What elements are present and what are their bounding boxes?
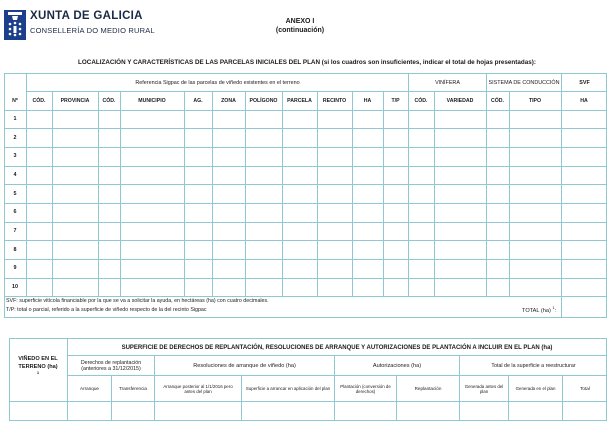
group-header-derechos: Derechos de replantación (anteriores a 31/12/2015) — [80, 359, 142, 372]
total-label-text: TOTAL (ha) — [522, 307, 551, 314]
column-header-municipio: MUNICIPIO — [138, 97, 166, 104]
column-header-cod-tipo: CÓD. — [491, 97, 504, 104]
column-header-tp: T/P — [391, 97, 400, 104]
column-header-generada-en: Generada en el plan — [515, 386, 556, 391]
footnote-tp: T/P: total o parcial, referido a la superficie de viñedo respecto de la del recinto Sigpac — [6, 307, 207, 313]
column-header-provincia: PROVINCIA — [60, 97, 90, 104]
row-number: 2 — [13, 135, 17, 141]
galicia-coat-of-arms-icon — [4, 10, 26, 40]
group-header-sigpac: Referencia Sigpac de las parcelas de viñedo existentes en el terreno — [135, 79, 300, 86]
group-header-resoluciones: Resoluciones de arranque de viñedo (ha) — [193, 362, 296, 369]
row-number: 4 — [13, 172, 17, 178]
column-header-cod-variedad: CÓD. — [414, 97, 428, 104]
footnote-svf: SVF: superficie vitícola financiable por la que se va a solicitar la ayuda, en hectáreas (ha) con cuatro decimales. — [6, 298, 269, 304]
column-header-plantacion: Plantación (conversión de derechos) — [340, 383, 391, 394]
column-header-arranque: Arranque — [80, 385, 99, 391]
column-header-variedad: VARIEDAD — [446, 97, 474, 104]
group-header-svf: SVF — [579, 79, 590, 86]
column-header-cod-provincia: CÓD. — [32, 97, 46, 104]
vinedo-footnote-mark: 1 — [36, 370, 40, 375]
row-number: 5 — [13, 191, 17, 197]
row-number: 10 — [12, 284, 18, 290]
column-header-transferencia: Transferencia — [119, 385, 147, 391]
vinedo-terreno-text: VIÑEDO EN EL TERRENO (ha) — [18, 356, 58, 370]
vinedo-terreno-label — [10, 350, 66, 380]
row-number: 9 — [13, 265, 17, 271]
column-header-ag: AG. — [193, 97, 203, 104]
annex-title-main: ANEXO I — [285, 18, 315, 25]
group-header-autorizaciones: Autorizaciones (ha) — [372, 362, 422, 369]
department-name: CONSELLERÍA DO MEDIO RURAL — [30, 26, 155, 35]
column-header-arranque-posterior: Arranque posterior al 1/1/2016 pero antes del plan — [163, 383, 233, 394]
column-header-replantacion: Replantación — [414, 385, 442, 391]
section1-heading: LOCALIZACIÓN Y CARACTERÍSTICAS DE LAS PARCELAS INICIALES DEL PLAN (si los cuadros son insuficientes, indicar el total de hojas presentadas): — [78, 59, 536, 66]
row-number: 6 — [13, 209, 17, 215]
column-header-recinto: RECINTO — [322, 97, 347, 104]
group-header-conduccion: SISTEMA DE CONDUCCIÓN — [488, 79, 560, 86]
column-header-poligono: POLÍGONO — [249, 97, 278, 104]
group-header-vinifera: VINÍFERA — [435, 79, 460, 86]
group-header-total-reestructurar: Total de la superficie a reestructurar — [491, 362, 576, 369]
total-label: TOTAL (ha) $^1$: — [522, 305, 557, 314]
row-number: 7 — [13, 228, 17, 234]
row-number: 1 — [13, 116, 17, 122]
row-number: 8 — [13, 247, 17, 253]
annex-title-sub: (continuación) — [275, 27, 325, 34]
column-header-num: Nº — [12, 97, 18, 104]
section2-heading: SUPERFICIE DE DERECHOS DE REPLANTACIÓN, RESOLUCIONES DE ARRANQUE Y AUTORIZACIONES DE PLANTACIÓN A INCLUIR EN EL PLAN (ha) — [121, 345, 553, 351]
total-footnote-mark: 1 — [552, 305, 555, 310]
column-header-zona: ZONA — [221, 97, 236, 104]
annex-title — [258, 17, 342, 35]
column-header-total: Total — [580, 385, 590, 391]
row-number: 3 — [13, 153, 17, 159]
column-header-svf-ha: HA — [580, 97, 588, 104]
column-header-cod-municipio: CÓD. — [102, 97, 116, 104]
column-header-generada-antes: Generada antes del plan — [464, 383, 504, 394]
column-header-parcela: PARCELA — [287, 97, 312, 104]
column-header-tipo: TIPO — [528, 97, 542, 104]
organization-name: XUNTA DE GALICIA — [30, 10, 143, 22]
column-header-ha: HA — [363, 97, 372, 104]
column-header-superficie-arrancar: Superficie a arrancar en aplicación del plan — [245, 386, 331, 391]
